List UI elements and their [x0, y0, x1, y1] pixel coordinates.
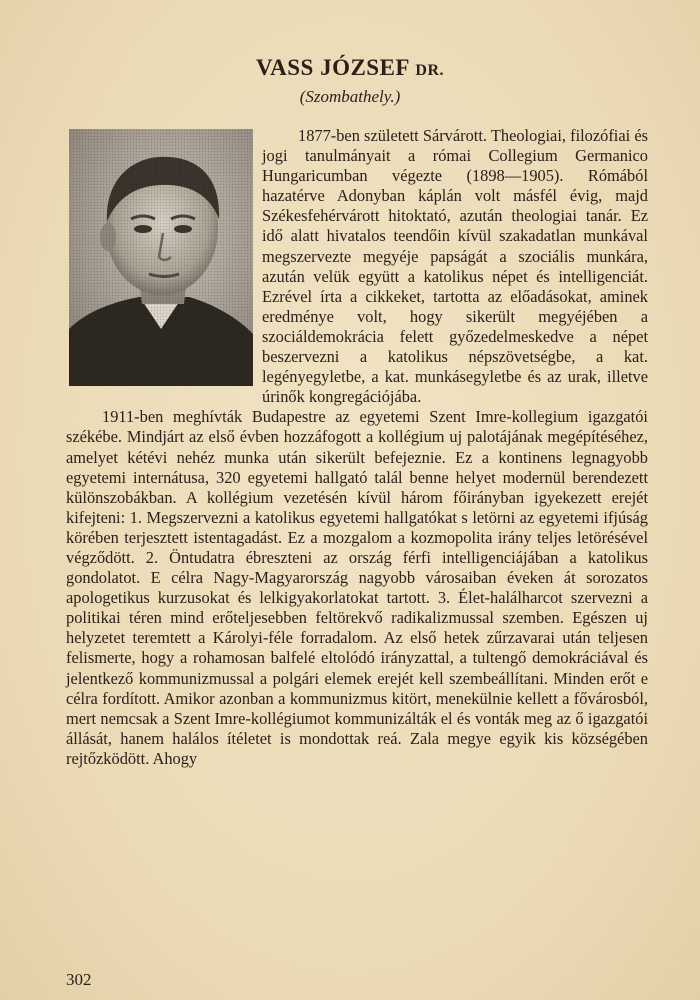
paragraph-1: 1877-ben született Sárvárott. Theologiai, filozófiai és jogi tanulmányait a római Collegium Germanico Hungaricumban végezte (1898—1905). Rómából hazatérve Adonyban káplán volt másfél évig, majd Székesfehérvárott hitoktató, azután theologiai tanár. Ez idő alatt hivatalos teendőin kívül szakadatlan munkával megszervezte megyéje papságát a szociális munkára, azután velük együtt a katolikus népet és intelligenciát. Ezrével írta a cikkeket, tartotta az előadásokat, aminek eredménye volt, hogy sikerült megyéjében a szociáldemokrácia felett győzedelmeskedve a népet beszervezni a katolikus népszövetségbe, a kat. legényegyletbe, a kat. munkásegyletbe és az urak, illetve úrinők kongregációjába.: [262, 126, 648, 407]
page-title: [0, 55, 700, 81]
portrait-spacer: [66, 126, 262, 390]
location-subtitle: (Szombathely.): [299, 87, 401, 106]
person-name: VASS JÓZSEF: [255, 55, 410, 80]
biography-text: [66, 126, 648, 769]
page-number: 302: [66, 970, 92, 989]
paragraph-2: 1911-ben meghívták Budapestre az egyetemi Szent Imre-kollegium igazgatói székébe. Mindjárt az első évben hozzáfogott a kollégium uj palotájának megépítéséhez, amelyet kétévi nehéz munka után sikerült befejeznie. Ez a kontinens legnagyobb egyetemi internátusa, 320 egyetemi hallgató talál benne helyet modernül berendezett különszobákban. A kollégium vezetésén kívül három főirányban igyekezett erejét kifejteni: 1. Megszervezni a katolikus egyetemi hallgatókat s letörni az egyetemi ifjúság körében terjesztett istentagadást. Ez a mozgalom a kozmopolita irány teljes letörésével végződött. 2. Öntudatra ébreszteni az ország férfi intelligenciájában a katolikus gondolatot. E célra Nagy-Magyarország nagyobb városaiban éveken át sorozatos apologetikus kurzusokat és lelkigyakorlatokat tartott. 3. Élet-halálharcot szervezni a politikai téren mind erőteljesebben feltörekvő radikalizmussal szemben. Egészen uj helyzetet teremtett a Károlyi-féle forradalom. Az első hetek zűrzavarai után teljesen felismerte, hogy a rohamosan balfelé eltolódó irányzattal, a tultengő demokráciával és jelentkező kommunizmussal a polgári elemek erejét kell szembeállítani. Minden erőt e célra fordított. Amikor azonban a kommunizmus kitört, menekülnie kellett a fővárosból, mert nemcsak a Szent Imre-kollégiumot kommunizálták el és vonták meg az ő igazgatói állását, hanem halálos ítéletet is mondottak reá. Zala megye egyik kis községében rejtőzködött. Ahogy: [66, 407, 648, 768]
name-suffix: DR.: [415, 62, 444, 79]
